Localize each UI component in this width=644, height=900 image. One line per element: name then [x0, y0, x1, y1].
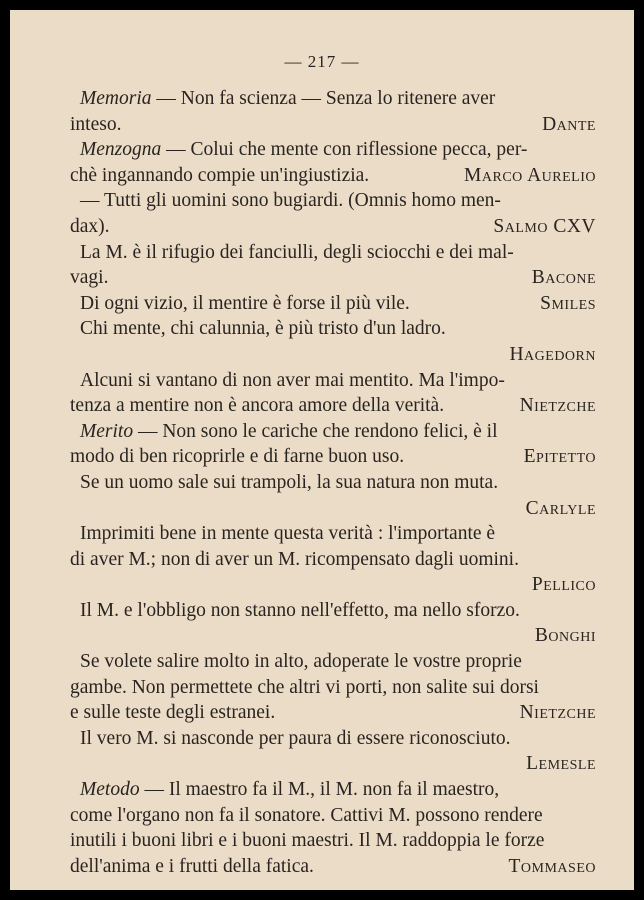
quote-author: Bacone — [531, 267, 596, 289]
quote-text: dell'anima e i frutti della fatica. — [70, 855, 314, 877]
line-text — [70, 675, 539, 701]
text-line — [70, 291, 596, 317]
text-line — [70, 777, 596, 803]
text-line — [70, 751, 596, 777]
line-text — [70, 700, 275, 726]
quote-text: inteso. — [70, 113, 122, 135]
text-line — [70, 700, 596, 726]
text-line — [70, 470, 596, 496]
text-line — [70, 86, 596, 112]
quote-text: — Colui che mente con riflessione pecca, per- — [161, 139, 528, 161]
quote-text: Chi mente, chi calunnia, è più tristo d'un ladro. — [80, 318, 446, 340]
text-line — [70, 649, 596, 675]
line-text — [80, 368, 505, 394]
quote-text: inutili i buoni libri e i buoni maestri. Il M. raddoppia le forze — [70, 830, 545, 852]
line-text — [80, 419, 497, 445]
quote-author: Epitetto — [523, 446, 596, 468]
quote-author: Carlyle — [525, 497, 596, 519]
text-line — [70, 547, 596, 573]
line-text — [80, 291, 410, 317]
quote-text: Imprimiti bene in mente questa verità : l'importante è — [80, 523, 496, 545]
line-text — [70, 444, 404, 470]
line-text — [70, 828, 544, 854]
entry-keyword: Menzogna — [80, 139, 162, 161]
line-text — [70, 547, 519, 573]
quote-author: Tommaseo — [508, 855, 596, 877]
text-line — [70, 623, 596, 649]
quote-text: — Tutti gli uomini sono bugiardi. (Omnis homo men- — [80, 190, 501, 212]
quote-text: — Non sono le cariche che rendono felici, è il — [133, 420, 498, 442]
text-line — [70, 342, 596, 368]
text-line — [70, 496, 596, 522]
text-line — [70, 572, 596, 598]
quote-text: Di ogni vizio, il mentire è forse il più vile. — [80, 292, 410, 314]
line-text — [80, 521, 495, 547]
quote-author: Hagedorn — [509, 343, 596, 365]
quote-text: — Il maestro fa il M., il M. non fa il maestro, — [139, 779, 500, 801]
line-text — [80, 470, 498, 496]
quote-author: Dante — [542, 113, 596, 135]
quote-text: di aver M.; non di aver un M. ricompensato dagli uomini. — [70, 548, 519, 570]
entry-keyword: Merito — [80, 420, 134, 442]
page-text — [70, 86, 596, 879]
quote-author: Bonghi — [534, 625, 596, 647]
text-line — [70, 854, 596, 880]
quote-author: Nietzche — [519, 702, 596, 724]
page-number: — 217 — — [284, 52, 360, 71]
text-line — [70, 316, 596, 342]
line-text — [70, 393, 444, 419]
quote-text: Se volete salire molto in alto, adoperate le vostre proprie — [80, 651, 522, 673]
quote-author: Salmo CXV — [493, 215, 596, 237]
text-line — [70, 214, 596, 240]
entry-keyword: Metodo — [80, 779, 140, 801]
line-text — [80, 649, 522, 675]
line-text — [80, 777, 499, 803]
quote-text: Il vero M. si nasconde per paura di essere riconosciuto. — [80, 727, 511, 749]
quote-author: Nietzche — [519, 395, 596, 417]
line-text — [80, 726, 511, 752]
quote-text: vagi. — [70, 267, 109, 289]
quote-text: tenza a mentire non è ancora amore della verità. — [70, 395, 445, 417]
text-line — [70, 803, 596, 829]
quote-author: Marco Aurelio — [464, 164, 596, 186]
text-line — [70, 444, 596, 470]
book-page — [10, 10, 634, 890]
text-line — [70, 675, 596, 701]
text-line — [70, 163, 596, 189]
quote-text: Se un uomo sale sui trampoli, la sua natura non muta. — [80, 471, 499, 493]
quote-text: Il M. e l'obbligo non stanno nell'effetto, ma nello sforzo. — [80, 599, 520, 621]
line-text — [80, 188, 501, 214]
quote-text: — Non fa scienza — Senza lo ritenere aver — [151, 88, 496, 109]
line-text — [80, 240, 514, 266]
text-line — [70, 419, 596, 445]
quote-text: dax). — [70, 215, 110, 237]
quote-text: come l'organo non fa il sonatore. Cattivi M. possono rendere — [70, 804, 543, 826]
line-text — [80, 86, 495, 112]
line-text — [70, 803, 543, 829]
entry-keyword: Memoria — [80, 88, 152, 109]
text-line — [70, 368, 596, 394]
text-line — [70, 265, 596, 291]
quote-author: Pellico — [531, 574, 596, 596]
line-text — [80, 137, 527, 163]
text-line — [70, 112, 596, 138]
line-text — [70, 854, 314, 880]
quote-text: Alcuni si vantano di non aver mai mentito. Ma l'impo- — [80, 369, 505, 391]
line-text — [70, 214, 110, 240]
quote-text: e sulle teste degli estranei. — [70, 702, 276, 724]
quote-text: La M. è il rifugio dei fanciulli, degli sciocchi e dei mal- — [80, 241, 514, 263]
line-text — [80, 316, 446, 342]
quote-text: modo di ben ricoprirle e di farne buon uso. — [70, 446, 405, 468]
quote-author: Smiles — [540, 292, 596, 314]
text-line — [70, 188, 596, 214]
line-text — [80, 598, 520, 624]
text-line — [70, 598, 596, 624]
line-text — [70, 265, 108, 291]
text-line — [70, 726, 596, 752]
text-line — [70, 240, 596, 266]
text-line — [70, 393, 596, 419]
line-text — [70, 163, 369, 189]
text-line — [70, 828, 596, 854]
quote-text: chè ingannando compie un'ingiustizia. — [70, 164, 370, 186]
line-text — [70, 112, 121, 138]
text-line — [70, 521, 596, 547]
quote-author: Lemesle — [526, 753, 596, 775]
quote-text: gambe. Non permettete che altri vi porti, non salite sui dorsi — [70, 676, 539, 698]
text-line — [70, 137, 596, 163]
